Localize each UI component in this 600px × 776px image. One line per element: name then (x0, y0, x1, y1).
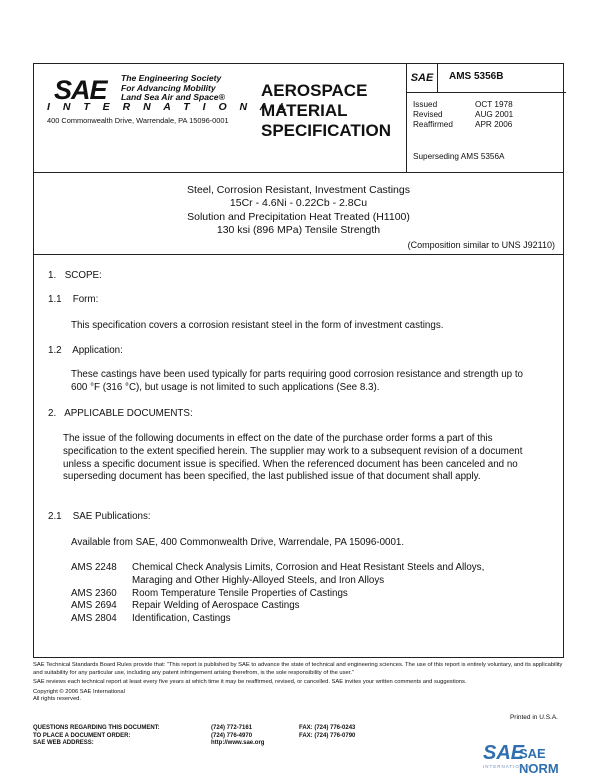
reference-row: AMS 2694 Repair Welding of Aerospace Castings (71, 600, 300, 612)
document-title: AEROSPACE MATERIAL SPECIFICATION (261, 81, 392, 140)
review-note: SAE reviews each technical report at least every five years at which time it may be reaffirmed, revised, or cancelled. SAE invites your written comments and suggestions. (33, 679, 467, 686)
date-row: Reaffirmed APR 2006 (413, 120, 513, 129)
subject-block (34, 172, 563, 255)
reference-row: AMS 2360 Room Temperature Tensile Properties of Castings (71, 587, 348, 599)
footer: SAE Technical Standards Board Rules provide that: “This report is published by SAE to advance the state of technical and engineering sciences. The use of this report is entirely voluntary, and its applicability and suitability for any particular use, including any patent infringement arising therefrom, is the sole responsibility of the user.” SAE reviews each technical report at least every five years at which time it may be reaffirmed, revised, or cancelled. SAE invites your written comments and suggestions. Copyright © 2006 SAE International All rights reserved. Printed in U.S.A. QUESTIONS REGARDING THIS DOCUMENT: TO PLACE A DOCUMENT ORDER: SAE WEB ADDRESS: (724) 772-7161 (724) 776-4970 http://www.sae.org FAX: (724) 776-0243 FAX: (724) 776-0790 (33, 662, 563, 747)
header (34, 64, 563, 173)
date-row: Revised AUG 2001 (413, 110, 514, 119)
reference-list (71, 562, 512, 626)
subject-line: Solution and Precipitation Heat Treated (H1100) (187, 210, 410, 223)
subject-line: Steel, Corrosion Resistant, Investment Castings (187, 184, 410, 196)
subsection-heading: 1.1 Form: (48, 294, 99, 305)
rights-note: All rights reserved. (33, 696, 82, 703)
sae-address: 400 Commonwealth Drive, Warrendale, PA 15096-0001 (47, 116, 229, 125)
subsection-heading: 1.2 Application: (48, 345, 123, 356)
international-label: I N T E R N A T I O N A L (47, 101, 292, 113)
sae-norm-logo-icon: SAE (483, 742, 525, 764)
paragraph: The issue of the following documents in effect on the date of the purchase order forms a part of this specification to the extent specified herein. The supplier may work to a subsequent revision of a document unless a specific document issue is specified. When the referenced document has been canceled and no superseding document has been specified, the last published issue of that document shall apply. (63, 433, 523, 483)
reference-row: AMS 2804 Identification, Castings (71, 613, 231, 625)
sae-tagline: The Engineering Society For Advancing Mobility Land Sea Air and Space® (121, 73, 225, 103)
superseding-note: Superseding AMS 5356A (413, 152, 505, 161)
printed-note: Printed in U.S.A. (509, 714, 558, 721)
document-frame (33, 63, 564, 658)
rules-note: SAE Technical Standards Board Rules provide that: “This report is published by SAE to advance the state of technical and engineering sciences. The use of this report is entirely voluntary, and its applicability and suitability for any particular use, including any patent infringement arising therefrom, is the sole responsibility of the user.” (33, 662, 563, 676)
ams-number: AMS 5356B (449, 71, 504, 82)
sae-norm-watermark: SAE SAE NORM INTERNATIONAL (483, 742, 559, 776)
paragraph: Available from SAE, 400 Commonwealth Drive, Warrendale, PA 15096-0001. (71, 537, 405, 548)
subsection-heading: 2.1 SAE Publications: (48, 511, 151, 522)
paragraph: These castings have been used typically for parts requiring good corrosion resistance and strength up to 600 °F (316 °C), but usage is not limited to such applications (See 8.3). (71, 369, 524, 393)
web-address-link[interactable]: http://www.sae.org (211, 740, 265, 747)
composition-note: (Composition similar to UNS J92110) (407, 240, 555, 250)
sae-small-logo: SAE (407, 64, 438, 92)
section-heading: 2. APPLICABLE DOCUMENTS: (48, 408, 193, 419)
date-row: Issued OCT 1978 (413, 100, 513, 109)
section-heading: 1. SCOPE: (48, 270, 102, 281)
date-list (413, 100, 513, 130)
reference-row: AMS 2248 Chemical Check Analysis Limits, Corrosion and Heat Resistant Steels and Alloys, Maraging and Other Highly-Alloyed Steels, and Iron Alloys (71, 562, 485, 586)
copyright: Copyright © 2006 SAE International (33, 688, 125, 695)
subject-line: 130 ksi (896 MPa) Tensile Strength (216, 224, 381, 237)
spec-info-box (406, 64, 566, 172)
subject-line: 15Cr - 4.6Ni - 0.22Cb - 2.8Cu (229, 197, 368, 210)
paragraph: This specification covers a corrosion resistant steel in the form of investment castings. (71, 320, 444, 331)
sae-logo: SAE (54, 75, 107, 105)
